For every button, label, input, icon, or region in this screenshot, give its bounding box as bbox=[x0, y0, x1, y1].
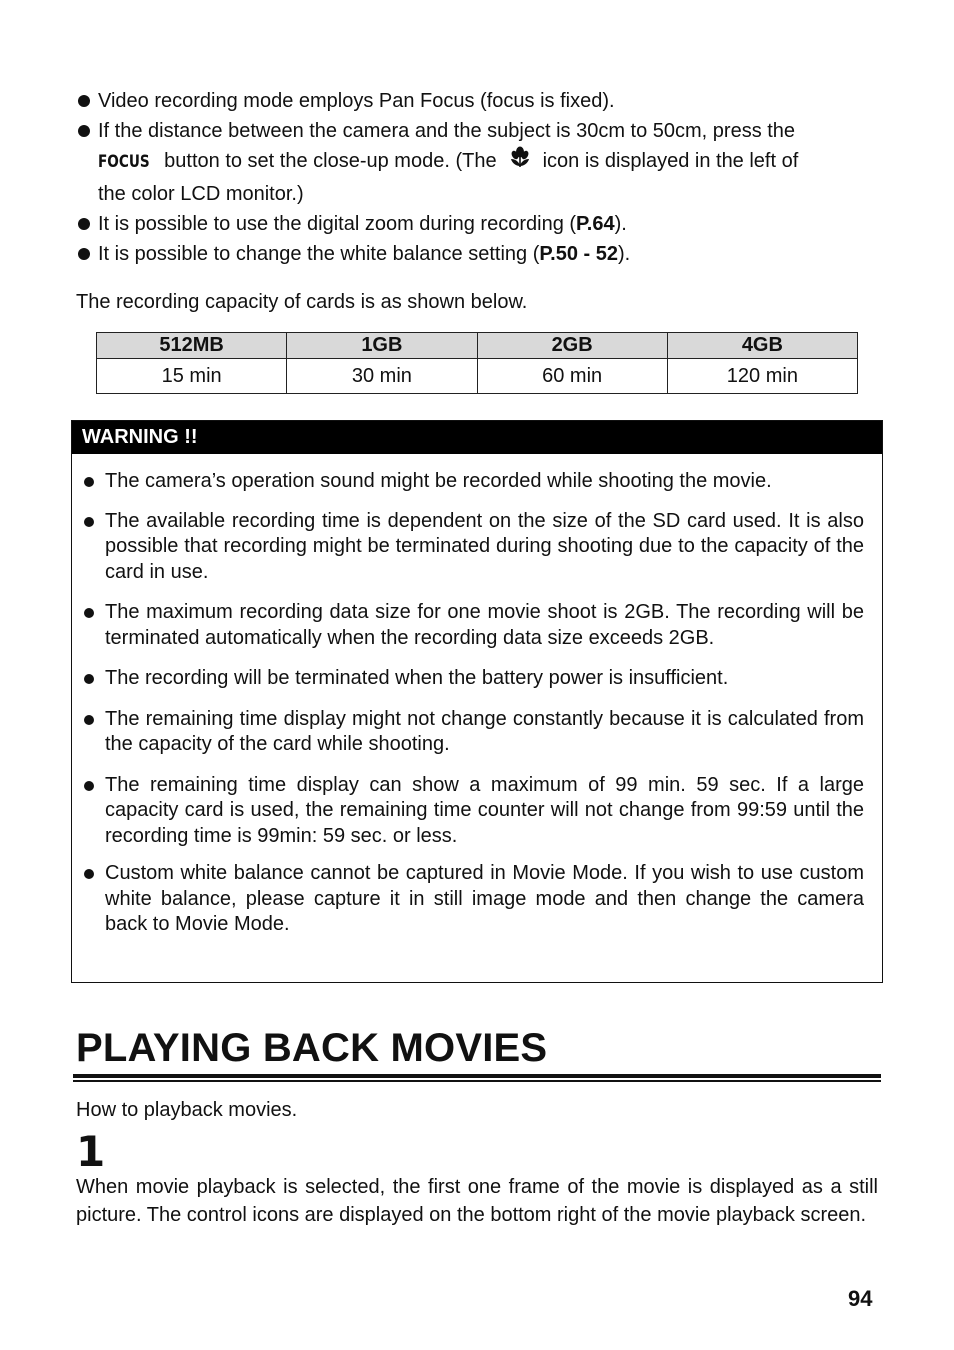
warning-item bbox=[82, 600, 864, 651]
warning-item-text: The remaining time display might not change constantly because it is calculated from the capacity of the card while shooting. bbox=[105, 707, 864, 755]
title-rule bbox=[73, 1080, 881, 1082]
warning-item-text: The maximum recording data size for one movie shoot is 2GB. The recording will be terminated automatically when the recording data size exceeds 2GB. bbox=[105, 601, 864, 649]
recording-capacity-table bbox=[96, 332, 858, 394]
page-number: 94 bbox=[848, 1286, 873, 1311]
bullet-dot bbox=[78, 218, 90, 230]
bullet-dot bbox=[84, 869, 94, 879]
warning-item bbox=[82, 861, 864, 938]
bullet-text: It is possible to use the digital zoom during recording ( bbox=[98, 213, 577, 235]
macro-flower-icon bbox=[509, 146, 531, 179]
bullet-dot bbox=[84, 477, 94, 487]
table-header-row bbox=[97, 333, 858, 359]
bullet-dot bbox=[84, 674, 94, 684]
table-cell: 120 min bbox=[667, 359, 857, 394]
warning-list bbox=[82, 469, 864, 938]
section-title: PLAYING BACK MOVIES bbox=[76, 1026, 548, 1070]
step-text: When movie playback is selected, the first one frame of the movie is displayed as a still picture. The control icons are displayed on the bottom right of the movie playback screen. bbox=[76, 1176, 878, 1226]
focus-button-label: FOCUS bbox=[98, 152, 150, 172]
warning-item-text: The camera’s operation sound might be recorded while shooting the movie. bbox=[105, 470, 772, 492]
table-header-cell: 2GB bbox=[477, 333, 667, 359]
bullet-dot bbox=[78, 95, 90, 107]
step-number: 1 bbox=[76, 1127, 106, 1176]
warning-box bbox=[71, 420, 883, 983]
bullet-text: ). bbox=[614, 213, 627, 235]
bullet-pan-focus bbox=[76, 86, 882, 116]
bullet-text: It is possible to change the white balance setting ( bbox=[98, 243, 540, 265]
bullet-dot bbox=[78, 248, 90, 260]
warning-item bbox=[82, 509, 864, 586]
warning-item bbox=[82, 707, 864, 758]
bullet-dot bbox=[78, 125, 90, 137]
bullet-dot bbox=[84, 608, 94, 618]
table-cell: 30 min bbox=[287, 359, 477, 394]
warning-item-text: The available recording time is dependent on the size of the SD card used. It is also possible that recording might be terminated during shooting due to the capacity of the card in use. bbox=[105, 509, 864, 583]
table-header-cell: 1GB bbox=[287, 333, 477, 359]
capacity-intro-text: The recording capacity of cards is as shown below. bbox=[76, 291, 528, 313]
bullet-text: button to set the close-up mode. (The bbox=[164, 150, 497, 172]
warning-item bbox=[82, 666, 864, 692]
bullet-white-balance bbox=[76, 239, 882, 269]
warning-item-text: The recording will be terminated when the battery power is insufficient. bbox=[105, 667, 729, 689]
warning-item-text: Custom white balance cannot be captured in Movie Mode. If you wish to use custom white balance, please capture it in still image mode and then change the camera back to Movie Mode. bbox=[105, 862, 864, 935]
table-row bbox=[97, 359, 858, 394]
intro-bullet-list bbox=[76, 86, 882, 269]
warning-title: WARNING !! bbox=[72, 421, 882, 454]
table-cell: 60 min bbox=[477, 359, 667, 394]
bullet-close-up bbox=[76, 116, 882, 209]
table-cell: 15 min bbox=[97, 359, 287, 394]
bullet-digital-zoom bbox=[76, 209, 882, 239]
bullet-text: the color LCD monitor.) bbox=[98, 183, 304, 205]
bullet-dot bbox=[84, 715, 94, 725]
bullet-dot bbox=[84, 517, 94, 527]
table-header-cell: 512MB bbox=[97, 333, 287, 359]
title-rule bbox=[73, 1074, 881, 1078]
bullet-text: Video recording mode employs Pan Focus (focus is fixed). bbox=[98, 90, 615, 112]
page-reference-link: P.50 - 52 bbox=[539, 243, 618, 265]
warning-item-text: The remaining time display can show a maximum of 99 min. 59 sec. If a large capacity card is used, the remaining time counter will not change from 99:59 until the recording time is 99min: 59 sec. or less. bbox=[105, 773, 864, 847]
bullet-text: If the distance between the camera and the subject is 30cm to 50cm, press the bbox=[98, 120, 796, 142]
bullet-text: ). bbox=[617, 243, 631, 265]
warning-item bbox=[82, 469, 864, 495]
page-reference-link: P.64 bbox=[576, 213, 615, 235]
bullet-text: icon is displayed in the left of bbox=[542, 150, 799, 172]
warning-item bbox=[82, 773, 864, 850]
table-header-cell: 4GB bbox=[667, 333, 857, 359]
howto-text: How to playback movies. bbox=[76, 1099, 298, 1121]
bullet-dot bbox=[84, 781, 94, 791]
